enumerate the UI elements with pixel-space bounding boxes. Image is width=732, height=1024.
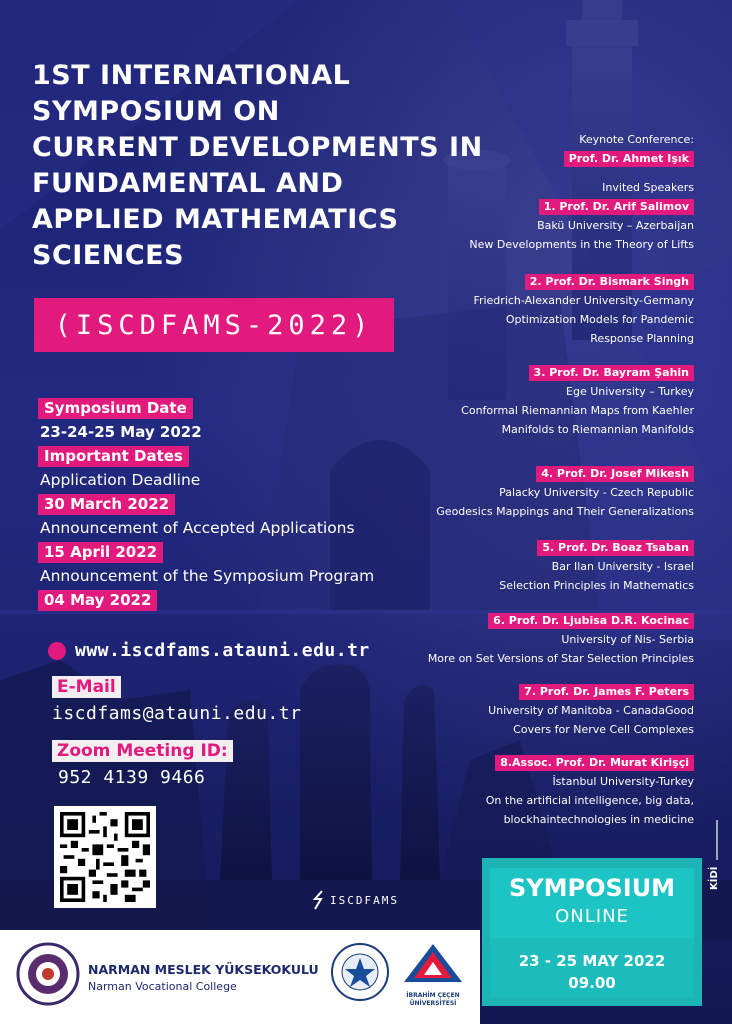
keynote-label: Keynote Conference: bbox=[579, 133, 694, 146]
speaker-name: 8.Assoc. Prof. Dr. Murat Kirişçi bbox=[495, 755, 694, 771]
speaker-detail: Optimization Models for Pandemic bbox=[505, 313, 694, 326]
speaker-entry bbox=[374, 682, 694, 739]
speaker-entry bbox=[374, 272, 694, 348]
speaker-detail: Friedrich-Alexander University-Germany bbox=[473, 294, 694, 307]
kidi-text: KİDİ bbox=[709, 866, 720, 890]
iscdfams-logo bbox=[312, 890, 399, 910]
acceptance-date: 15 April 2022 bbox=[38, 542, 163, 563]
email-label: E-Mail bbox=[52, 676, 121, 698]
speaker-detail: İstanbul University-Turkey bbox=[552, 775, 694, 788]
speaker-detail: Palacky University - Czech Republic bbox=[499, 486, 694, 499]
title-line: CURRENT DEVELOPMENTS IN bbox=[32, 132, 483, 163]
speaker-detail: Covers for Nerve Cell Complexes bbox=[513, 723, 694, 736]
speaker-name: 3. Prof. Dr. Bayram Şahin bbox=[529, 365, 694, 381]
title-line: FUNDAMENTAL AND bbox=[32, 168, 344, 199]
speaker-detail: University of Nis- Serbia bbox=[561, 633, 694, 646]
speaker-detail: Bar Ilan University - Israel bbox=[551, 560, 694, 573]
application-deadline-label: Application Deadline bbox=[40, 471, 201, 489]
iscdfams-logo-icon bbox=[312, 890, 326, 910]
website-link[interactable]: www.iscdfams.atauni.edu.tr bbox=[75, 640, 370, 661]
logo-text: ISCDFAMS bbox=[330, 893, 399, 907]
title-line: APPLIED MATHEMATICS bbox=[32, 204, 399, 235]
speaker-name: 6. Prof. Dr. Ljubisa D.R. Kocinac bbox=[488, 613, 694, 629]
email-address[interactable]: iscdfams@atauni.edu.tr bbox=[52, 703, 302, 724]
online-subtitle: ONLINE bbox=[555, 906, 629, 927]
speaker-name: 5. Prof. Dr. Boaz Tsaban bbox=[537, 540, 694, 556]
speaker-detail: On the artificial intelligence, big data, bbox=[485, 794, 694, 807]
zoom-label: Zoom Meeting ID: bbox=[52, 740, 233, 762]
invited-speakers-label: Invited Speakers bbox=[602, 181, 694, 194]
kidi-logo bbox=[706, 820, 728, 930]
speaker-entry bbox=[374, 363, 694, 439]
speaker-entry bbox=[374, 197, 694, 254]
application-deadline-date: 30 March 2022 bbox=[38, 494, 175, 515]
speaker-name: 4. Prof. Dr. Josef Mikesh bbox=[536, 466, 694, 482]
kidi-divider bbox=[716, 820, 718, 860]
speaker-detail: New Developments in the Theory of Lifts bbox=[469, 238, 694, 251]
speaker-entry bbox=[374, 464, 694, 521]
symposium-date: 23-24-25 May 2022 bbox=[40, 423, 202, 441]
speaker-entry bbox=[374, 538, 694, 595]
title-line: SCIENCES bbox=[32, 240, 185, 271]
speaker-detail: Selection Principles in Mathematics bbox=[499, 579, 694, 592]
speaker-detail: Conformal Riemannian Maps from Kaehler bbox=[461, 404, 694, 417]
online-event-box bbox=[482, 858, 702, 1006]
important-dates-label: Important Dates bbox=[38, 446, 189, 467]
speaker-detail: blockhaintechnologies in medicine bbox=[503, 813, 694, 826]
speaker-name: 2. Prof. Dr. Bismark Singh bbox=[525, 274, 694, 290]
title-line: 1ST INTERNATIONAL bbox=[32, 60, 351, 91]
important-dates bbox=[38, 396, 418, 612]
zoom-meeting-id: 952 4139 9466 bbox=[58, 767, 206, 788]
title-line: SYMPOSIUM ON bbox=[32, 96, 280, 127]
acronym-banner: (ISCDFAMS-2022) bbox=[34, 298, 394, 352]
online-date: 23 - 25 MAY 2022 bbox=[518, 952, 666, 970]
speaker-detail: University of Manitoba - CanadaGood bbox=[488, 704, 694, 717]
keynote-speaker: Prof. Dr. Ahmet Işık bbox=[564, 151, 694, 167]
acceptance-label: Announcement of Accepted Applications bbox=[40, 519, 355, 537]
speakers-list bbox=[374, 130, 694, 829]
footer-logos bbox=[0, 930, 480, 1024]
ibrahim-cecen-logo bbox=[400, 942, 466, 1016]
school-name: NARMAN MESLEK YÜKSEKOKULU bbox=[88, 962, 319, 977]
speaker-name: 1. Prof. Dr. Arif Salimov bbox=[539, 199, 694, 215]
speaker-entry bbox=[374, 611, 694, 668]
speaker-detail: Bakü University – Azerbaijan bbox=[537, 219, 694, 232]
bullet-icon bbox=[48, 642, 66, 660]
website[interactable] bbox=[48, 640, 370, 661]
ibrahim-cecen-text: İBRAHİM ÇEÇEN ÜNİVERSİTESİ bbox=[406, 992, 460, 1007]
speaker-detail: Response Planning bbox=[590, 332, 694, 345]
ataturk-university-seal-icon bbox=[16, 942, 80, 1006]
ibrahim-cecen-logo-icon bbox=[400, 942, 466, 988]
speaker-detail: Geodesics Mappings and Their Generalizations bbox=[436, 505, 694, 518]
speaker-name: 7. Prof. Dr. James F. Peters bbox=[519, 684, 694, 700]
online-time: 09.00 bbox=[568, 974, 616, 992]
speaker-detail: Ege University – Turkey bbox=[566, 385, 694, 398]
symposium-date-label: Symposium Date bbox=[38, 398, 193, 419]
technical-university-seal-icon bbox=[330, 942, 390, 1002]
online-title: SYMPOSIUM bbox=[508, 874, 676, 902]
speaker-entry bbox=[374, 753, 694, 829]
program-date: 04 May 2022 bbox=[38, 590, 157, 611]
program-label: Announcement of the Symposium Program bbox=[40, 567, 375, 585]
school-subtitle: Narman Vocational College bbox=[88, 980, 237, 993]
qr-code-icon bbox=[60, 812, 150, 902]
qr-code[interactable] bbox=[54, 806, 156, 908]
speaker-detail: Manifolds to Riemannian Manifolds bbox=[501, 423, 694, 436]
speaker-detail: More on Set Versions of Star Selection Principles bbox=[427, 652, 694, 665]
